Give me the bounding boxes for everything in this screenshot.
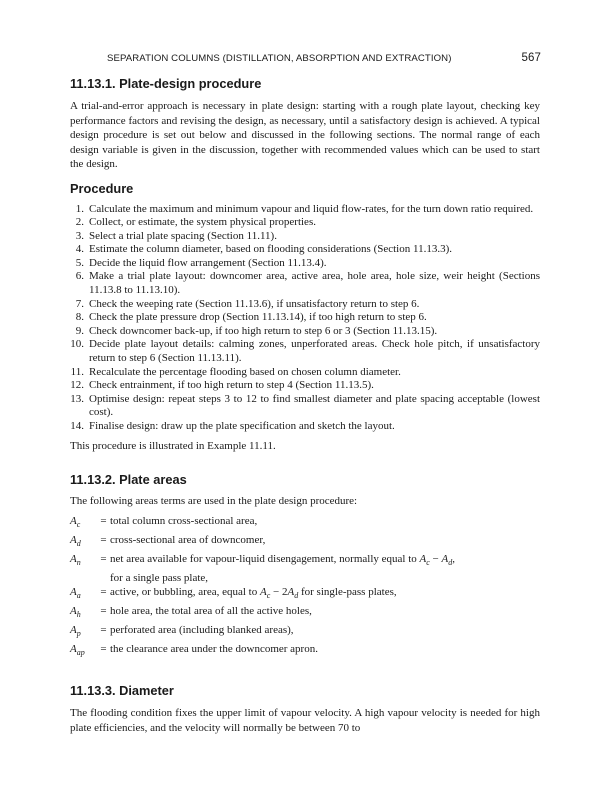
procedure-steps-list	[70, 203, 540, 434]
procedure-step: 10. Decide plate layout details: calming zones, unperforated areas. Check hole pitch, if unsatisfactory return to step 6 (Section 11.13.11).	[70, 338, 540, 365]
area-definition: $A_p$ = perforated area (including blanked areas),	[70, 624, 294, 639]
area-definition: $A_c$ = total column cross-sectional area,	[70, 514, 258, 529]
procedure-step: 4. Estimate the column diameter, based on flooding considerations (Section 11.13.3).	[75, 243, 452, 256]
procedure-step: 7. Check the weeping rate (Section 11.13.6), if unsatisfactory return to step 6.	[75, 297, 420, 310]
procedure-step: 6. Make a trial plate layout: downcomer area, active area, hole area, hole size, weir height (Sections 11.13.8 to 11.13.10).	[75, 270, 540, 297]
formula-net-area: $A_c$	[419, 552, 430, 567]
plate-areas-intro: The following areas terms are used in the plate design procedure:	[70, 495, 358, 508]
procedure-step: 3. Select a trial plate spacing (Section 11.11).	[75, 229, 277, 242]
page-number: 567	[521, 52, 541, 64]
procedure-step: 14. Finalise design: draw up the plate specification and sketch the layout.	[70, 420, 395, 432]
procedure-step: 9. Check downcomer back-up, if too high return to step 6 or 3 (Section 11.13.15).	[75, 324, 438, 337]
procedure-step: 2. Collect, or estimate, the system physical properties.	[75, 216, 316, 229]
area-definition: $A_d$ = cross-sectional area of downcomer,	[70, 533, 266, 548]
area-definition: $A_a$ = active, or bubbling, area, equal to $A_c - 2A_d$ for single-pass plates,	[70, 586, 397, 601]
procedure-closing-text: This procedure is illustrated in Example 11.11.	[70, 439, 276, 452]
procedure-step: 11. Recalculate the percentage flooding based on chosen column diameter.	[70, 365, 401, 378]
procedure-step: 12. Check entrainment, if too high return to step 4 (Section 11.13.5).	[70, 379, 374, 392]
formula-active-area: $A_c$	[259, 586, 271, 601]
area-definitions-list	[70, 514, 540, 662]
section-heading-plate-design-procedure: 11.13.1. Plate-design procedure	[70, 76, 262, 91]
procedure-step: 1. Calculate the maximum and minimum vapour and liquid flow-rates, for the turn down ratio required.	[75, 202, 534, 215]
area-definition: $A_n$ = net area available for vapour-liquid disengagement, normally equal to $A_c - A_d$,	[70, 552, 455, 567]
section-heading-plate-areas: 11.13.2. Plate areas	[70, 472, 187, 488]
page-body	[70, 76, 540, 735]
running-header	[107, 52, 541, 64]
area-definition: $A_h$ = hole area, the total area of all the active holes,	[70, 605, 312, 620]
procedure-step: 8. Check the plate pressure drop (Section 11.13.14), if too high return to step 6.	[75, 311, 427, 324]
running-title: SEPARATION COLUMNS (DISTILLATION, ABSORPTION AND EXTRACTION)	[107, 53, 452, 64]
procedure-heading: Procedure	[70, 180, 134, 196]
plate-design-intro-paragraph: A trial-and-error approach is necessary in plate design: starting with a rough plate layout, checking key performance factors and revising the design, as necessary, until a satisfactory design is achieved. A typical design procedure is set out below and discussed in the following sections. The normal range of each design variable is given in the discussion, together with recommended values which can be used to start the design.	[70, 100, 540, 170]
procedure-step: 5. Decide the liquid flow arrangement (Section 11.13.4).	[75, 256, 327, 269]
area-definition: $A_{ap}$ = the clearance area under the downcomer apron.	[70, 643, 318, 658]
procedure-step: 13. Optimise design: repeat steps 3 to 12 to find smallest diameter and plate spacing acceptable (lowest cost).	[70, 392, 540, 419]
diameter-paragraph: The flooding condition fixes the upper limit of vapour velocity. A high vapour velocity is needed for high plate efficiencies, and the velocity will normally be between 70 to	[70, 707, 540, 734]
area-definition-continuation: for a single pass plate,	[110, 571, 209, 584]
section-heading-diameter: 11.13.3. Diameter	[70, 683, 174, 699]
